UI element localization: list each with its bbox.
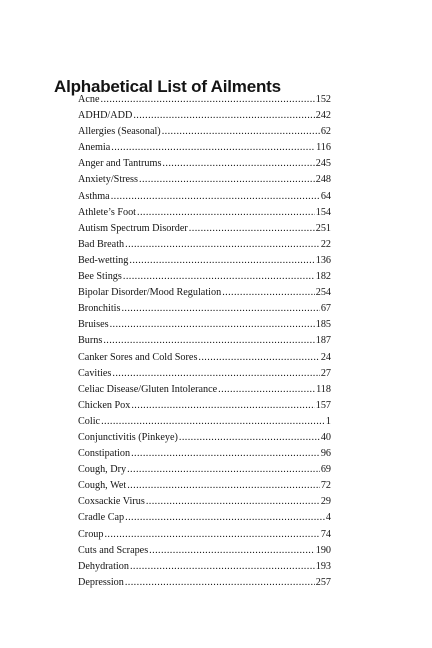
- ailment-entry: [78, 285, 331, 301]
- ailment-entry: [78, 575, 331, 591]
- ailment-title: Bad Breath: [78, 238, 125, 250]
- ailment-entry: [78, 124, 331, 140]
- page-number: 187: [315, 335, 331, 347]
- ailment-entry: [78, 382, 331, 398]
- page-number: 251: [315, 222, 331, 234]
- ailment-title: Autism Spectrum Disorder: [78, 222, 188, 234]
- ailment-title: Celiac Disease/Gluten Intolerance: [78, 383, 218, 395]
- dot-leader: [127, 478, 320, 494]
- dot-leader: [139, 172, 315, 188]
- ailment-list: [78, 92, 331, 591]
- ailment-title: Anemia: [78, 142, 111, 154]
- dot-leader: [123, 269, 315, 285]
- page-number: 27: [320, 367, 331, 379]
- page-number: 154: [315, 206, 331, 218]
- page-number: 69: [320, 464, 331, 476]
- ailment-entry: [78, 414, 331, 430]
- dot-leader: [218, 382, 315, 398]
- dot-leader: [162, 156, 314, 172]
- dot-leader: [125, 237, 320, 253]
- ailment-title: Constipation: [78, 448, 131, 460]
- page-number: 96: [320, 448, 331, 460]
- page-number: 116: [316, 142, 331, 154]
- ailment-title: Allergies (Seasonal): [78, 126, 161, 138]
- dot-leader: [104, 527, 319, 543]
- page-number: 136: [315, 254, 331, 266]
- ailment-title: Cuts and Scrapes: [78, 544, 149, 556]
- dot-leader: [129, 253, 314, 269]
- ailment-entry: [78, 189, 331, 205]
- page-number: 4: [325, 512, 331, 524]
- page-number: 248: [315, 174, 331, 186]
- dot-leader: [137, 205, 315, 221]
- page-number: 67: [320, 303, 331, 315]
- ailment-title: Anger and Tantrums: [78, 158, 162, 170]
- ailment-entry: [78, 398, 331, 414]
- page-number: 157: [315, 399, 331, 411]
- page-number: 62: [320, 126, 331, 138]
- ailment-entry: [78, 430, 331, 446]
- ailment-entry: [78, 366, 331, 382]
- ailment-title: Cavities: [78, 367, 112, 379]
- page-number: 242: [315, 110, 331, 122]
- dot-leader: [162, 124, 320, 140]
- ailment-entry: [78, 350, 331, 366]
- ailment-entry: [78, 205, 331, 221]
- page-number: 118: [316, 383, 331, 395]
- ailment-title: Cough, Wet: [78, 480, 127, 492]
- dot-leader: [110, 317, 315, 333]
- ailment-entry: [78, 221, 331, 237]
- dot-leader: [179, 430, 320, 446]
- ailment-entry: [78, 543, 331, 559]
- ailment-title: Croup: [78, 528, 104, 540]
- ailment-entry: [78, 478, 331, 494]
- ailment-title: Chicken Pox: [78, 399, 131, 411]
- dot-leader: [101, 92, 315, 108]
- ailment-title: Asthma: [78, 190, 110, 202]
- ailment-entry: [78, 462, 331, 478]
- dot-leader: [133, 108, 314, 124]
- dot-leader: [131, 398, 314, 414]
- ailment-title: Bruises: [78, 319, 109, 331]
- ailment-entry: [78, 269, 331, 285]
- dot-leader: [130, 559, 315, 575]
- ailment-title: Athlete’s Foot: [78, 206, 137, 218]
- dot-leader: [111, 189, 320, 205]
- ailment-title: ADHD/ADD: [78, 110, 133, 122]
- dot-leader: [125, 510, 325, 526]
- ailment-entry: [78, 237, 331, 253]
- ailment-title: Burns: [78, 335, 103, 347]
- ailment-title: Bed-wetting: [78, 254, 129, 266]
- ailment-entry: [78, 494, 331, 510]
- ailment-title: Colic: [78, 415, 101, 427]
- page-number: 74: [320, 528, 331, 540]
- ailment-title: Dehydration: [78, 560, 129, 572]
- ailment-entry: [78, 172, 331, 188]
- dot-leader: [189, 221, 315, 237]
- ailment-title: Cradle Cap: [78, 512, 125, 524]
- ailment-entry: [78, 108, 331, 124]
- ailment-title: Coxsackie Virus: [78, 496, 145, 508]
- ailment-title: Anxiety/Stress: [78, 174, 138, 186]
- dot-leader: [127, 462, 320, 478]
- ailment-title: Depression: [78, 576, 124, 588]
- ailment-title: Bronchitis: [78, 303, 121, 315]
- dot-leader: [222, 285, 315, 301]
- page-number: 22: [320, 238, 331, 250]
- ailment-title: Bee Stings: [78, 271, 122, 283]
- page-number: 245: [315, 158, 331, 170]
- ailment-entry: [78, 510, 331, 526]
- dot-leader: [131, 446, 320, 462]
- page-number: 29: [320, 496, 331, 508]
- ailment-title: Conjunctivitis (Pinkeye): [78, 431, 178, 443]
- page-number: 193: [315, 560, 331, 572]
- ailment-entry: [78, 92, 331, 108]
- page-number: 72: [320, 480, 331, 492]
- ailment-title: Acne: [78, 94, 100, 105]
- dot-leader: [198, 350, 319, 366]
- page-number: 254: [315, 287, 331, 299]
- ailment-entry: [78, 559, 331, 575]
- page-number: 40: [320, 431, 331, 443]
- ailment-entry: [78, 527, 331, 543]
- ailment-entry: [78, 301, 331, 317]
- dot-leader: [121, 301, 319, 317]
- ailment-entry: [78, 317, 331, 333]
- ailment-entry: [78, 333, 331, 349]
- dot-leader: [125, 575, 315, 591]
- page-number: 182: [315, 271, 331, 283]
- dot-leader: [101, 414, 325, 430]
- dot-leader: [103, 333, 314, 349]
- page-number: 185: [315, 319, 331, 331]
- dot-leader: [112, 366, 319, 382]
- ailment-entry: [78, 156, 331, 172]
- page-number: 24: [320, 351, 331, 363]
- ailment-entry: [78, 253, 331, 269]
- ailment-entry: [78, 446, 331, 462]
- section-heading: Alphabetical List of Ailments: [54, 77, 281, 97]
- page-number: 64: [320, 190, 331, 202]
- dot-leader: [146, 494, 320, 510]
- page-number: 257: [315, 576, 331, 588]
- page-number: 1: [325, 415, 331, 427]
- ailment-title: Canker Sores and Cold Sores: [78, 351, 198, 363]
- dot-leader: [111, 140, 315, 156]
- page-number: 152: [315, 94, 331, 105]
- ailment-entry: [78, 140, 331, 156]
- ailment-title: Cough, Dry: [78, 464, 127, 476]
- page-number: 190: [315, 544, 331, 556]
- dot-leader: [149, 543, 315, 559]
- ailment-title: Bipolar Disorder/Mood Regulation: [78, 287, 222, 299]
